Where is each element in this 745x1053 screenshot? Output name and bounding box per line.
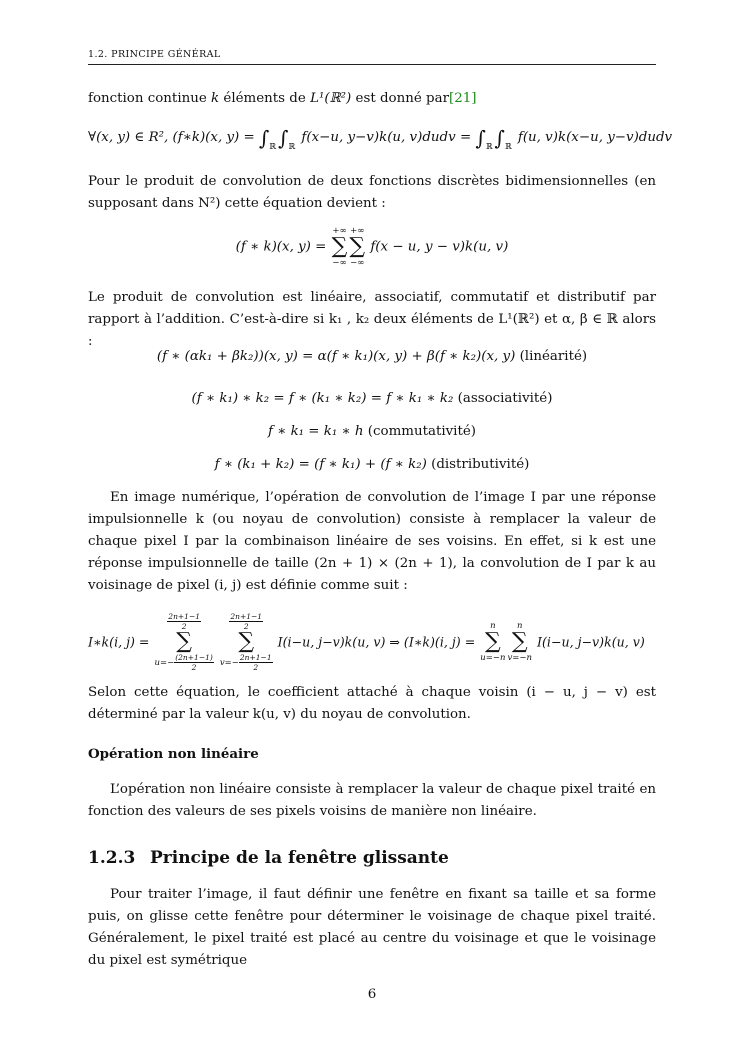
- properties-paragraph: Le produit de convolution est linéaire, associatif, commutatif et distributif par rapport à l’addition. C’est-à-dire si k₁ , k₂ deux éléments de L¹(ℝ²) et α, β ∈ ℝ alors :: [88, 290, 656, 349]
- property-associativity: (f ∗ k₁) ∗ k₂ = f ∗ (k₁ ∗ k₂) = f ∗ k₁ ∗ k₂ (associativité): [191, 391, 553, 406]
- citation-link[interactable]: [21]: [449, 91, 477, 106]
- section-title: Principe de la fenêtre glissante: [150, 848, 449, 868]
- sum-symbol: $\frac{2n+1-1}{2}$ ∑ v=− $\frac{2n+1-1}{2}$: [219, 612, 272, 672]
- sum-symbol: +∞ ∑ −∞: [331, 226, 348, 268]
- property-commutativity: f ∗ k₁ = k₁ ∗ h (commutativité): [268, 424, 476, 439]
- integral-mid: f(x−u, y−v)k(u, v)dudv =: [301, 130, 472, 145]
- section-number: 1.2.3: [88, 848, 136, 868]
- integral-lhs: ∀(x, y) ∈ R², (f∗k)(x, y) =: [88, 130, 255, 145]
- discrete-body: f(x − u, y − v)k(u, v): [370, 239, 509, 255]
- integral-domain: ℝ: [269, 142, 277, 151]
- intro-text-3: est donné par: [351, 91, 449, 106]
- intro-text-2: éléments de: [219, 91, 311, 106]
- sum-symbol: n ∑ v=−n: [507, 621, 532, 663]
- sum-symbol: $\frac{2n+1-1}{2}$ ∑ u=− $\frac{(2n+1-1)}{2}$: [154, 612, 213, 672]
- integral-sign: ∫: [278, 126, 289, 150]
- integral-sign: ∫: [475, 126, 486, 150]
- page-number: 6: [367, 987, 377, 1002]
- integral-sign: ∫: [259, 126, 270, 150]
- property-distributivity: f ∗ (k₁ + k₂) = (f ∗ k₁) + (f ∗ k₂) (distributivité): [214, 457, 530, 472]
- section-heading: [88, 848, 449, 868]
- integral-domain: ℝ: [504, 142, 512, 151]
- discrete-equation: [88, 226, 656, 268]
- image-eq-body: I(i−u, j−v)k(u, v) ⇒ (I∗k)(i, j) =: [277, 634, 476, 650]
- intro-paragraph: [88, 88, 656, 110]
- header-rule: [88, 64, 656, 65]
- property-linearity: (f ∗ (αk₁ + βk₂))(x, y) = α(f ∗ k₁)(x, y) + β(f ∗ k₂)(x, y) (linéarité): [156, 349, 588, 364]
- integral-domain: ℝ: [288, 142, 296, 151]
- image-convolution-equation: [88, 612, 703, 672]
- intro-k: k: [211, 91, 220, 106]
- sliding-window-paragraph: Pour traiter l’image, il faut définir une fenêtre en fixant sa taille et sa forme puis, on glisse cette fenêtre pour déterminer le voisinage de chaque pixel traité. Généralement, le pixel traité est placé au centre du voisinage et que le voisinage du pixel est symétrique: [88, 887, 656, 968]
- integral-domain: ℝ: [485, 142, 493, 151]
- integral-sign: ∫: [494, 126, 505, 150]
- sum-symbol: n ∑ u=−n: [480, 621, 506, 663]
- sum-symbol: +∞ ∑ −∞: [349, 226, 366, 268]
- running-header: 1.2. PRINCIPE GÉNÉRAL: [88, 49, 221, 60]
- image-eq-lhs: I∗k(i, j) =: [88, 634, 150, 650]
- intro-space: L¹(ℝ²): [310, 91, 352, 106]
- intro-text-1: fonction continue: [88, 91, 212, 106]
- discrete-lhs: (f ∗ k)(x, y) =: [235, 239, 327, 255]
- integral-equation: [88, 126, 708, 151]
- image-eq-body-2: I(i−u, j−v)k(u, v): [537, 634, 645, 650]
- coefficient-paragraph: Selon cette équation, le coefficient attaché à chaque voisin (i − u, j − v) est déterminé par la valeur k(u, v) du noyau de convolution.: [88, 685, 656, 722]
- subsection-heading: Opération non linéaire: [88, 746, 259, 762]
- integral-rhs: f(u, v)k(x−u, y−v)dudv: [517, 130, 673, 145]
- image-convolution-paragraph: En image numérique, l’opération de convolution de l’image I par une réponse impulsionnelle k (ou noyau de convolution) consiste à remplacer la valeur de chaque pixel I par la combinaison linéaire de ses voisins. En effet, si k est une réponse impulsionnelle de taille (2n + 1) × (2n + 1), la convolution de I par k au voisinage de pixel (i, j) est définie comme suit :: [88, 490, 656, 593]
- discrete-paragraph: Pour le produit de convolution de deux fonctions discrètes bidimensionnelles (en supposant dans N²) cette équation devient :: [88, 174, 656, 211]
- nonlinear-paragraph: L’opération non linéaire consiste à remplacer la valeur de chaque pixel traité en fonction des valeurs de ses pixels voisins de manière non linéaire.: [88, 782, 656, 819]
